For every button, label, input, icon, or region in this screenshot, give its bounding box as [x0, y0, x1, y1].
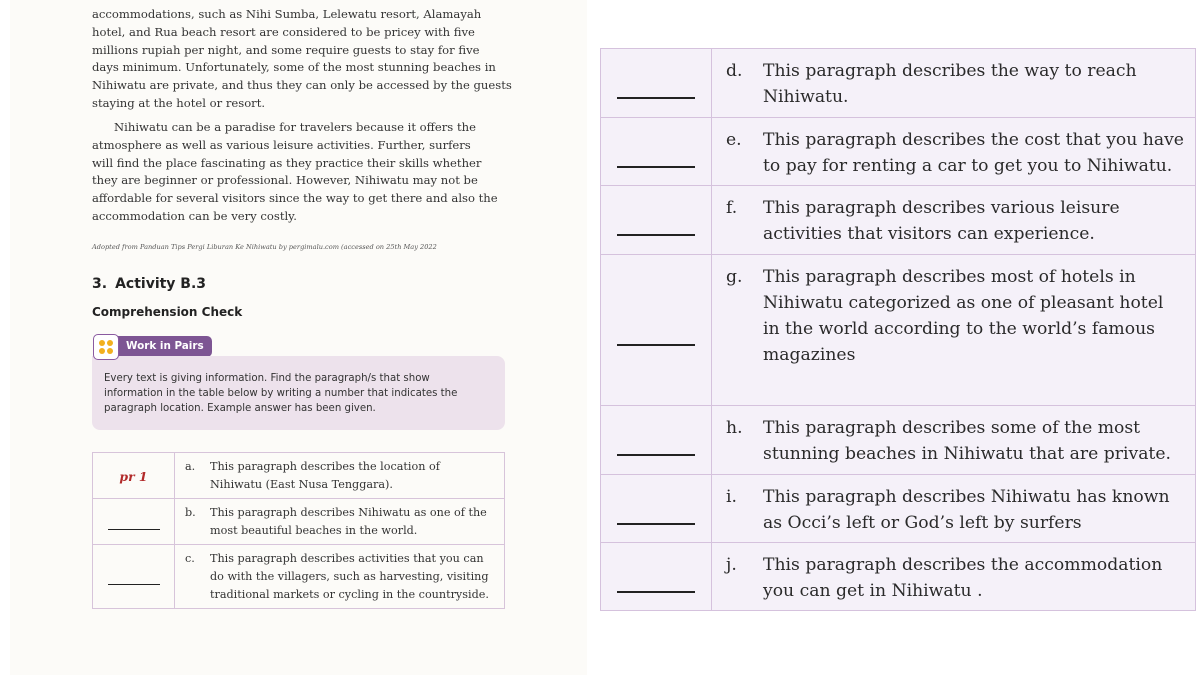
instruction-line: paragraph location. Example answer has been given. — [104, 403, 376, 414]
description-cell — [712, 118, 1196, 186]
answer-blank[interactable] — [617, 523, 695, 525]
description-line: as Occi’s left or God’s left by surfers — [763, 513, 1082, 533]
description-line: This paragraph describes some of the most — [763, 418, 1141, 438]
item-letter: e. — [726, 130, 742, 150]
answer-cell[interactable] — [93, 453, 175, 499]
description-line: This paragraph describes activities that you can — [210, 552, 484, 565]
table-row — [601, 543, 1196, 611]
description-line: Nihiwatu (East Nusa Tenggara). — [210, 478, 393, 491]
paragraph-line: hotel, and Rua beach resort are considered to be pricey with five — [92, 24, 475, 39]
answer-cell[interactable] — [601, 49, 712, 118]
answer-cell[interactable] — [601, 186, 712, 255]
reading-paragraph-1 — [92, 6, 512, 113]
answer-cell[interactable] — [601, 255, 712, 406]
item-letter: g. — [726, 267, 743, 287]
work-in-pairs-badge: Work in Pairs — [116, 336, 212, 357]
paragraph-line: will find the place fascinating as they practice their skills whether — [92, 155, 482, 170]
answer-blank[interactable] — [108, 529, 160, 530]
answer-blank[interactable] — [617, 97, 695, 99]
answer-blank[interactable] — [108, 584, 160, 585]
answer-blank[interactable] — [617, 234, 695, 236]
instruction-line: Every text is giving information. Find the paragraph/s that show — [104, 373, 430, 384]
paragraph-line: millions rupiah per night, and some require guests to stay for five — [92, 42, 480, 57]
description-line: do with the villagers, such as harvesting, visiting — [210, 570, 489, 583]
paragraph-line: accommodations, such as Nihi Sumba, Lelewatu resort, Alamayah — [92, 7, 482, 21]
table-row — [601, 406, 1196, 475]
pairs-icon — [93, 334, 119, 360]
description-line: activities that visitors can experience. — [763, 224, 1095, 244]
table-row — [93, 545, 505, 609]
paragraph-line: Nihiwatu can be a paradise for travelers because it offers the — [114, 120, 476, 134]
table-row — [601, 118, 1196, 186]
description-line: stunning beaches in Nihiwatu that are private. — [763, 444, 1171, 464]
answer-cell[interactable] — [601, 475, 712, 543]
item-letter: i. — [726, 487, 737, 507]
paragraph-line: affordable for several visitors since the way to get there and also the — [92, 191, 498, 206]
paragraph-line: accommodation can be very costly. — [92, 208, 297, 223]
paragraph-line: they are beginner or professional. However, Nihiwatu may not be — [92, 173, 478, 188]
description-cell — [712, 255, 1196, 406]
instruction-line: information in the table below by writing a number that indicates the — [104, 388, 458, 399]
item-letter: h. — [726, 418, 743, 438]
example-answer: pr 1 — [119, 469, 148, 484]
table-row — [601, 255, 1196, 406]
description-line: magazines — [763, 345, 856, 365]
description-cell — [175, 453, 505, 499]
item-letter: d. — [726, 61, 743, 81]
comprehension-table-right — [600, 48, 1196, 611]
answer-cell[interactable] — [601, 406, 712, 475]
table-row — [601, 475, 1196, 543]
section-number: 3. — [92, 276, 108, 292]
description-line: to pay for renting a car to get you to Nihiwatu. — [763, 156, 1173, 176]
answer-blank[interactable] — [617, 591, 695, 593]
paragraph-line: days minimum. Unfortunately, some of the most stunning beaches in — [92, 60, 496, 75]
answer-cell[interactable] — [601, 543, 712, 611]
description-cell — [712, 475, 1196, 543]
answer-blank[interactable] — [617, 454, 695, 456]
description-line: in the world according to the world’s famous — [763, 319, 1155, 339]
section-heading — [92, 276, 206, 292]
answer-blank[interactable] — [617, 166, 695, 168]
description-line: This paragraph describes the way to reach — [763, 61, 1137, 81]
source-citation: Adopted from Panduan Tips Pergi Liburan Ke Nihiwatu by pergimalu.com (accessed on 25th May 2022 — [92, 243, 437, 251]
description-line: This paragraph describes various leisure — [763, 198, 1120, 218]
description-line: This paragraph describes the location of — [210, 460, 440, 473]
description-line: you can get in Nihiwatu . — [763, 581, 983, 601]
reading-paragraph-2 — [92, 119, 512, 226]
answer-cell[interactable] — [93, 499, 175, 545]
description-line: Nihiwatu categorized as one of pleasant hotel — [763, 293, 1164, 313]
description-cell — [175, 499, 505, 545]
description-line: This paragraph describes the accommodation — [763, 555, 1163, 575]
description-line: most beautiful beaches in the world. — [210, 524, 418, 537]
paragraph-line: staying at the hotel or resort. — [92, 95, 266, 110]
description-cell — [712, 186, 1196, 255]
description-cell — [712, 49, 1196, 118]
description-line: This paragraph describes Nihiwatu has known — [763, 487, 1170, 507]
description-cell — [712, 406, 1196, 475]
item-letter: f. — [726, 198, 738, 218]
description-cell — [175, 545, 505, 609]
description-line: Nihiwatu. — [763, 87, 849, 107]
description-line: traditional markets or cycling in the countryside. — [210, 588, 489, 601]
table-row — [93, 453, 505, 499]
description-line: This paragraph describes the cost that you have — [763, 130, 1184, 150]
paragraph-line: Nihiwatu are private, and thus they can only be accessed by the guests — [92, 78, 512, 93]
instruction-box — [92, 356, 505, 430]
item-letter: b. — [185, 506, 196, 519]
table-row — [93, 499, 505, 545]
subheading: Comprehension Check — [92, 305, 243, 319]
description-line: This paragraph describes most of hotels in — [763, 267, 1136, 287]
item-letter: j. — [726, 555, 737, 575]
table-row — [601, 186, 1196, 255]
table-row — [601, 49, 1196, 118]
answer-cell[interactable] — [601, 118, 712, 186]
answer-cell[interactable] — [93, 545, 175, 609]
section-title: Activity B.3 — [115, 276, 207, 292]
item-letter: a. — [185, 460, 196, 473]
item-letter: c. — [185, 552, 195, 565]
description-line: This paragraph describes Nihiwatu as one of the — [210, 506, 487, 519]
comprehension-table-left — [92, 452, 505, 609]
description-cell — [712, 543, 1196, 611]
paragraph-line: atmosphere as well as various leisure activities. Further, surfers — [92, 137, 471, 152]
answer-blank[interactable] — [617, 344, 695, 346]
